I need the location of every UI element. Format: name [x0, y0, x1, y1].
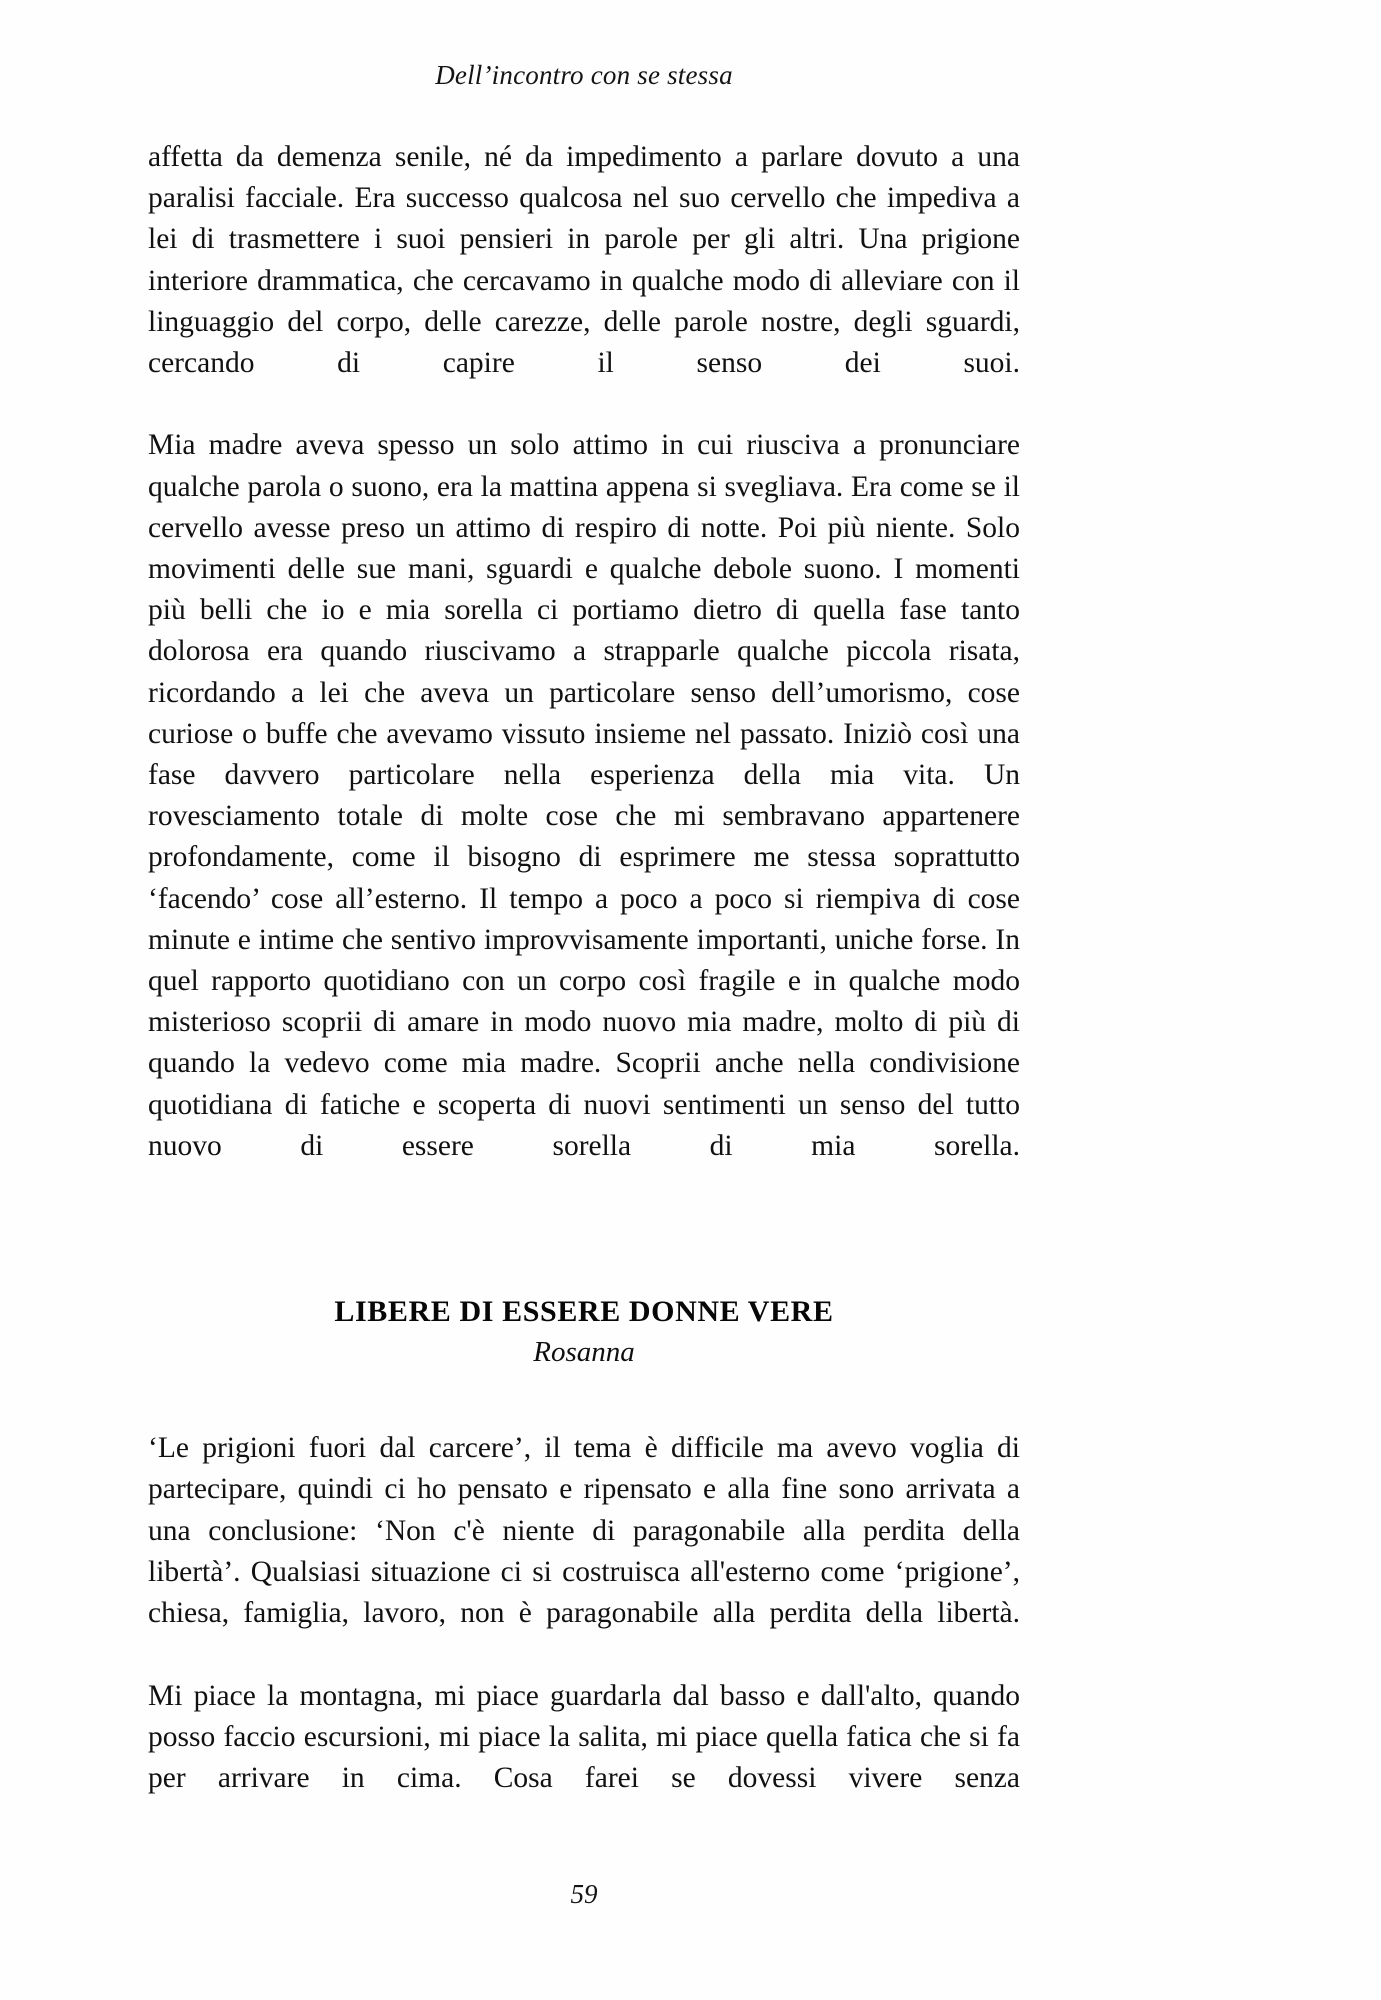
- body-paragraph-1: affetta da demenza senile, né da impedimento a parlare dovuto a una paralisi facciale. Era successo qualcosa nel suo cervello che impediva a lei di trasmettere i suoi pensieri in parole per gli altri. Una prigione interiore drammatica, che cercavamo in qualche modo di alleviare con il linguaggio del corpo, delle carezze, delle parole nostre, degli sguardi, cercando di capire il senso dei suoi.: [148, 141, 1020, 380]
- spacer-before-section-title: [148, 1208, 1020, 1292]
- section-paragraph-1: ‘Le prigioni fuori dal carcere’, il tema è difficile ma avevo voglia di partecipare, quindi ci ho pensato e ripensato e alla fine sono arrivata a una conclusione: ‘Non c'è niente di paragonabile alla perdita della libertà’. Qualsiasi situazione ci si costruisca all'esterno come ‘prigione’, chiesa, famiglia, lavoro, non è paragonabile alla perdita della libertà.: [148, 1432, 1020, 1630]
- section-title: LIBERE DI ESSERE DONNE VERE: [334, 1295, 834, 1329]
- page-content: [148, 137, 1020, 1840]
- spacer-after-author: [148, 1372, 1020, 1428]
- section-heading-block: [148, 1292, 1020, 1372]
- section-paragraph-2: Mi piace la montagna, mi piace guardarla dal basso e dall'alto, quando posso faccio escursioni, mi piace la salita, mi piace quella fatica che si fa per arrivare in cima. Cosa farei se dovessi vivere senza: [148, 1679, 1020, 1794]
- page-number: 59: [570, 1879, 598, 1909]
- running-header: Dell’incontro con se stessa: [435, 60, 733, 90]
- body-paragraph-2: Mia madre aveva spesso un solo attimo in cui riusciva a pronunciare qualche parola o suono, era la mattina appena si svegliava. Era come se il cervello avesse preso un attimo di respiro di notte. Poi più niente. Solo movimenti delle sue mani, sguardi e qualche debole suono. I momenti più belli che io e mia sorella ci portiamo dietro di quella fase tanto dolorosa era quando riuscivamo a strapparle qualche piccola risata, ricordando a lei che aveva un particolare senso dell’umorismo, cose curiose o buffe che avevamo vissuto insieme nel passato. Iniziò così una fase davvero particolare nella esperienza della mia vita. Un rovesciamento totale di molte cose che mi sembravano appartenere profondamente, come il bisogno di esprimere me stessa soprattutto ‘facendo’ cose all’esterno. Il tempo a poco a poco si riempiva di cose minute e intime che sentivo improvvisamente importanti, uniche forse. In quel rapporto quotidiano con un corpo così fragile e in qualche modo misterioso scoprii di amare in modo nuovo mia madre, molto di più di quando la vedevo come mia madre. Scoprii anche nella condivisione quotidiana di fatiche e scoperta di nuovi sentimenti un senso del tutto nuovo di essere sorella di mia sorella.: [148, 429, 1020, 1162]
- section-author: Rosanna: [533, 1336, 635, 1369]
